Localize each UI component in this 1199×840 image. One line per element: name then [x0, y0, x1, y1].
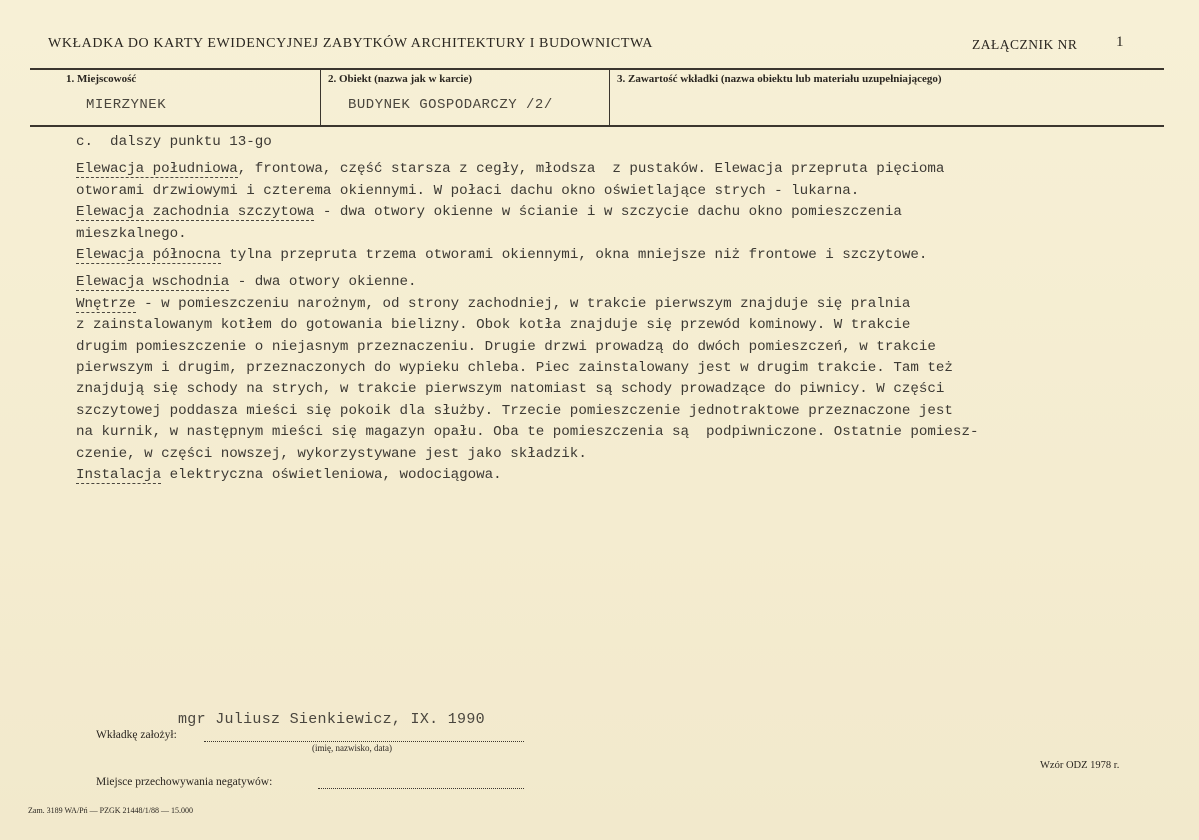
header-bottom-rule [30, 125, 1164, 127]
place-label: 1. Miejscowość [66, 73, 137, 85]
interior-line-1: Wnętrze - w pomieszczeniu narożnym, od strony zachodniej, w trakcie pierwszym znajduje się pralnia [76, 295, 911, 312]
east-elevation-heading: Elewacja wschodnia [76, 274, 230, 291]
west-elevation-line-2: mieszkalnego. [76, 225, 187, 242]
content-label: 3. Zawartość wkładki (nazwa obiektu lub materiału uzupełniającego) [617, 73, 942, 85]
appendix-label: ZAŁĄCZNIK NR [972, 37, 1078, 52]
place-value: MIERZYNEK [86, 97, 167, 113]
installation-heading: Instalacja [76, 467, 162, 484]
north-elevation-line: Elewacja północna tylna przepruta trzema otworami okiennymi, okna mniejsze niż frontowe i szczytowe. [76, 247, 928, 264]
interior-line-7: na kurnik, w następnym mieści się magazyn opału. Oba te pomieszczenia są podpiwniczone. Ostatnie pomiesz- [76, 424, 979, 441]
interior-line-8: czenie, w części nowszej, wykorzystywane jest jako składzik. [76, 445, 587, 462]
author-sub-label: (imię, nazwisko, data) [312, 743, 392, 753]
interior-line-4: pierwszym i drugim, przeznaczonych do wypieku chleba. Piec zainstalowany jest w drugim trakcie. Tam też [76, 360, 953, 377]
field-divider-1 [320, 70, 321, 125]
object-value: BUDYNEK GOSPODARCZY /2/ [348, 97, 553, 113]
author-typed: mgr Juliusz Sienkiewicz, IX. 1990 [178, 711, 485, 728]
west-elevation-heading: Elewacja zachodnia szczytowa [76, 204, 315, 221]
south-elevation-line-1: Elewacja południowa, frontowa, część starsza z cegły, młodsza z pustaków. Elewacja przepruta pięcioma [76, 161, 945, 178]
interior-line-6: szczytowej poddasza mieści się pokoik dla służby. Trzecie pomieszczenie jednotraktowe przeznaczone jest [76, 402, 953, 419]
print-note: Zam. 3189 WA/Pń — PZGK 21448/1/88 — 15.000 [28, 806, 193, 815]
east-elevation-line: Elewacja wschodnia - dwa otwory okienne. [76, 274, 417, 291]
negatives-label: Miejsce przechowywania negatywów: [96, 776, 273, 788]
author-label: Wkładkę założył: [96, 729, 177, 741]
west-elevation-line-1: Elewacja zachodnia szczytowa - dwa otwory okienne w ścianie i w szczycie dachu okno pomieszczenia [76, 204, 902, 221]
form-id: Wzór ODZ 1978 r. [1040, 760, 1120, 771]
negatives-dotted-line [318, 788, 524, 789]
description-text [76, 132, 1166, 487]
header-top-rule [30, 68, 1164, 70]
author-dotted-line [204, 741, 524, 742]
field-divider-2 [609, 70, 610, 125]
object-label: 2. Obiekt (nazwa jak w karcie) [328, 73, 473, 85]
card-title: WKŁADKA DO KARTY EWIDENCYJNEJ ZABYTKÓW ARCHITEKTURY I BUDOWNICTWA [48, 36, 653, 51]
south-elevation-heading: Elewacja południowa [76, 161, 238, 178]
appendix-number: 1 [1116, 34, 1124, 50]
interior-line-2: z zainstalowanym kotłem do gotowania bielizny. Obok kotła znajduje się przewód kominowy. W trakcie [76, 317, 911, 334]
interior-line-5: znajdują się schody na strych, w trakcie pierwszym natomiast są schody prowadzące do piwnicy. W części [76, 381, 945, 398]
north-elevation-heading: Elewacja północna [76, 247, 221, 264]
interior-heading: Wnętrze [76, 295, 136, 312]
interior-line-3: drugim pomieszczenie o niejasnym przeznaczeniu. Drugie drzwi prowadzą do dwóch pomieszczeń, w trakcie [76, 338, 936, 355]
south-elevation-line-2: otworami drzwiowymi i czterema okiennymi. W połaci dachu okno oświetlające strych - lukarna. [76, 182, 860, 199]
installation-line: Instalacja elektryczna oświetleniowa, wodociągowa. [76, 467, 502, 484]
intro-line: c. dalszy punktu 13-go [76, 134, 272, 150]
